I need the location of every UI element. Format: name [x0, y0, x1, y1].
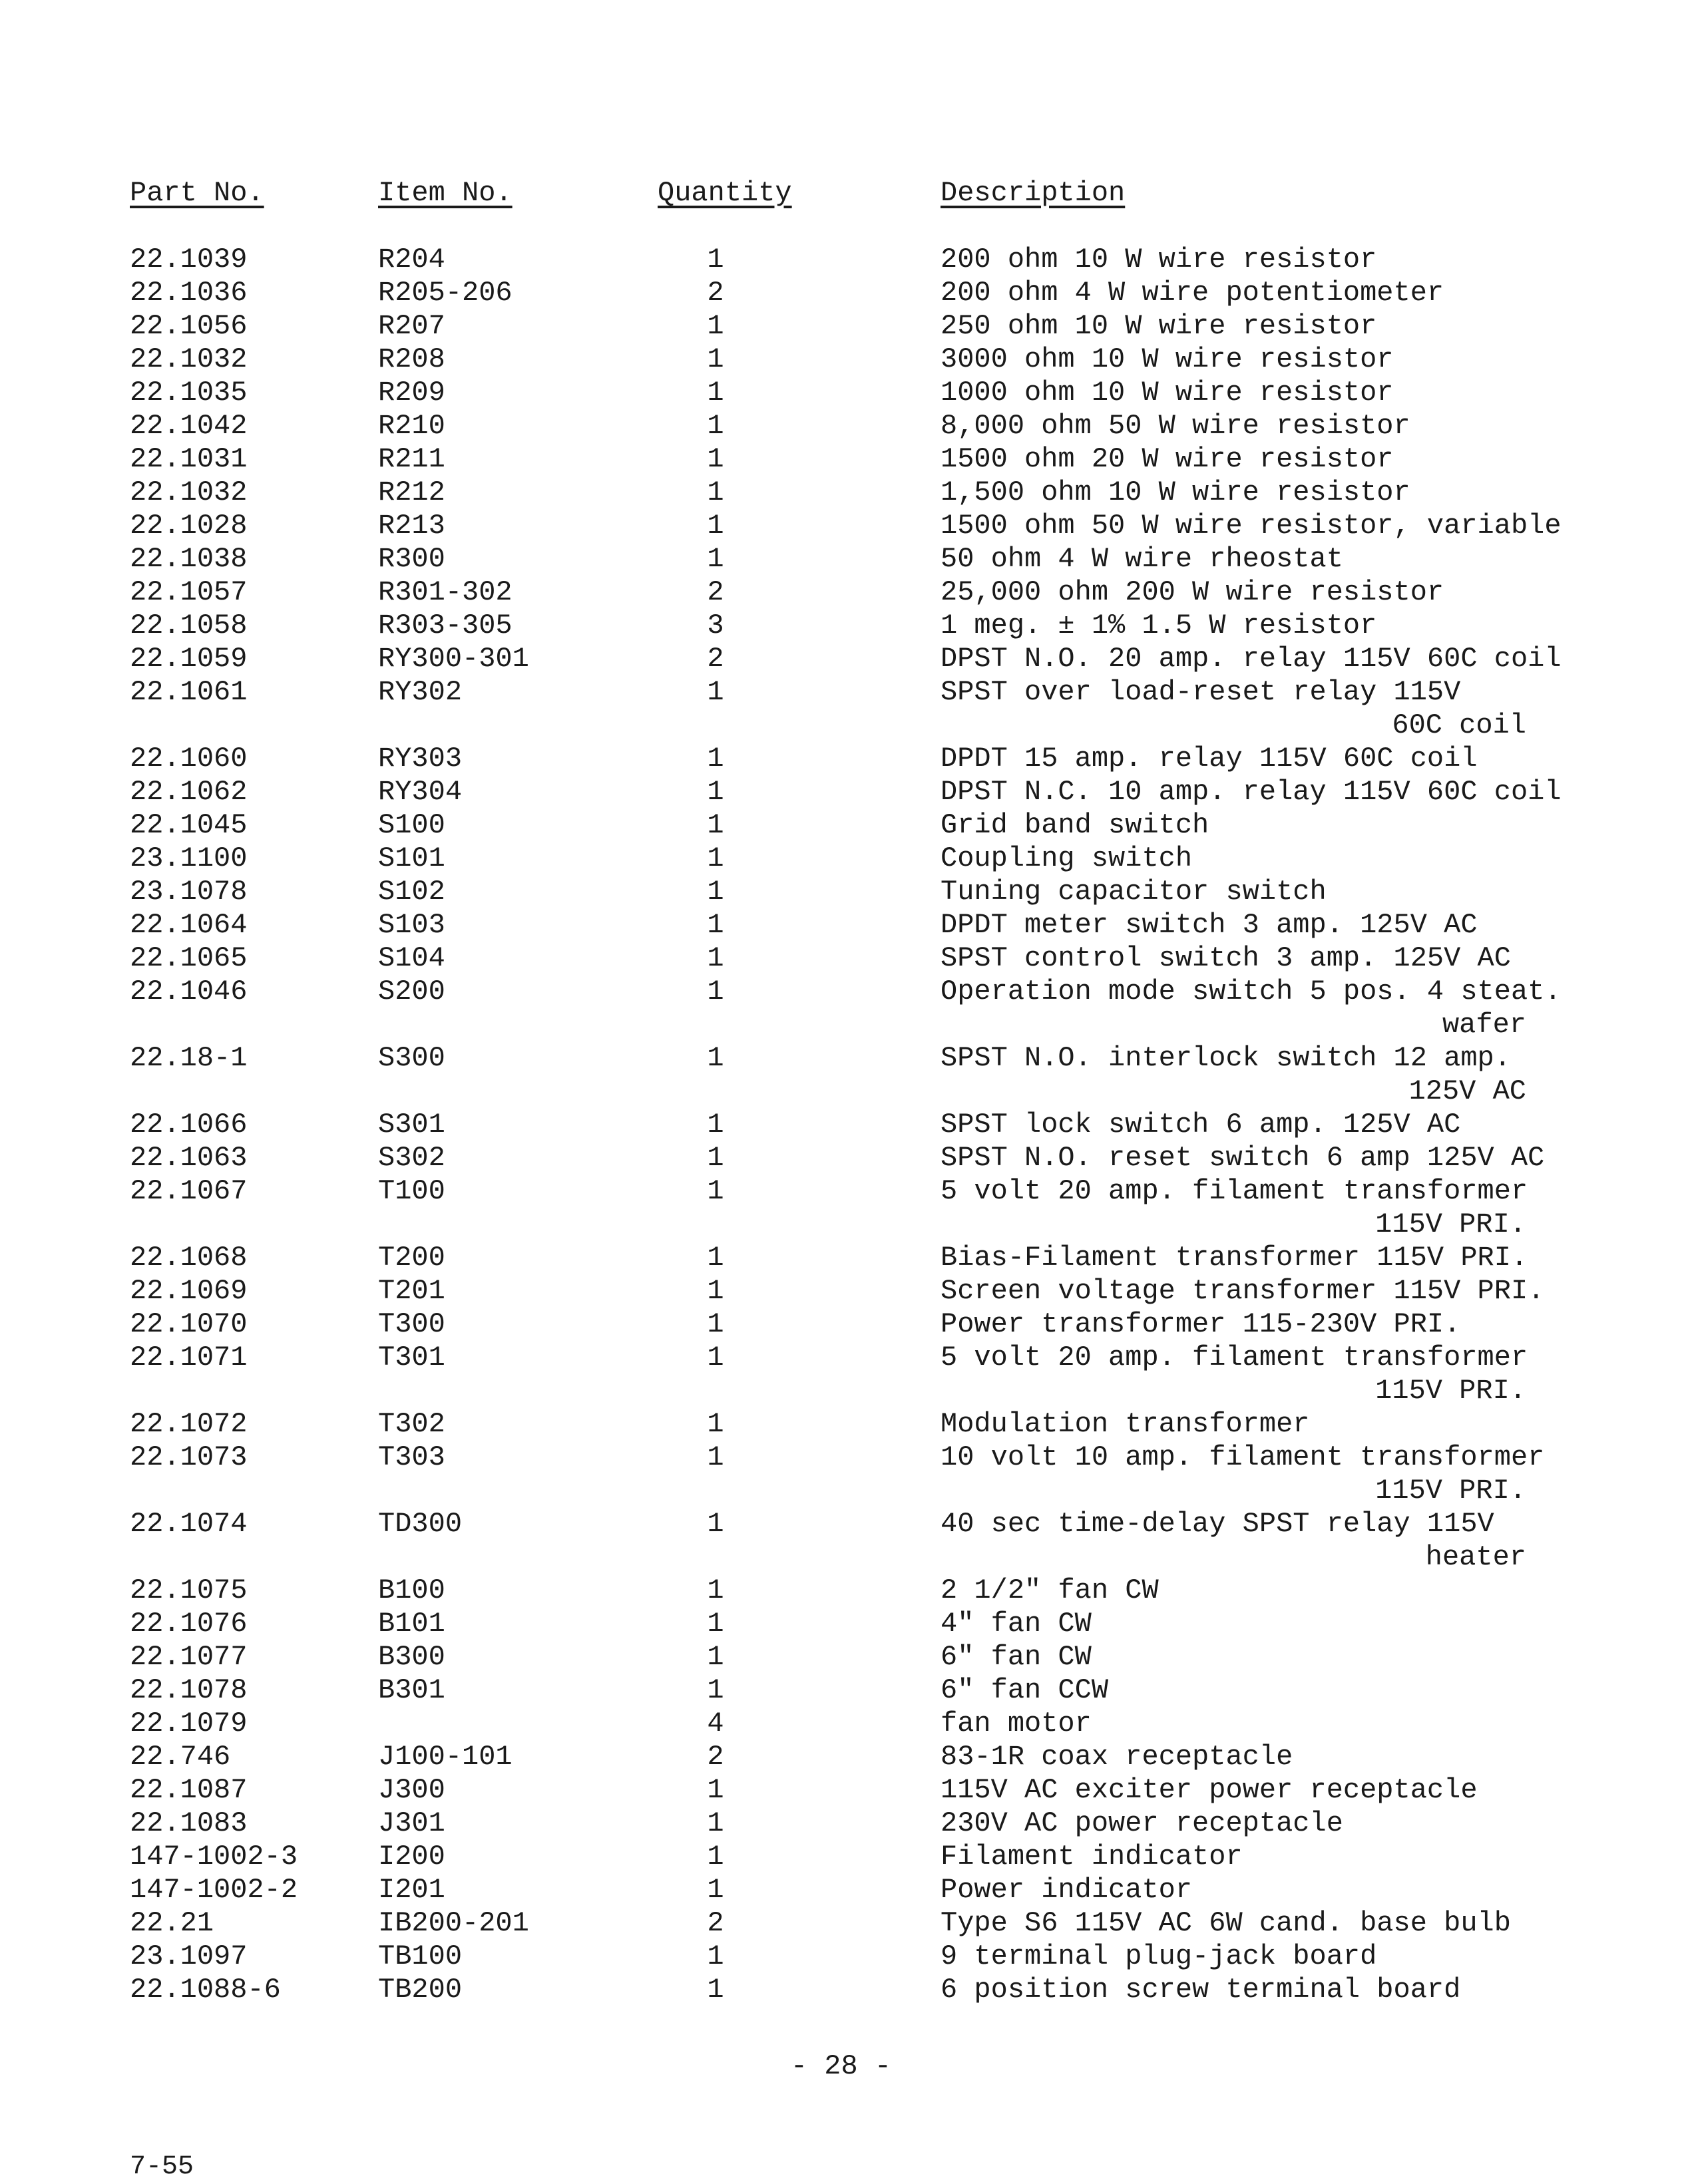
description-continuation: wafer: [1442, 1009, 1526, 1041]
quantity: 1: [707, 1142, 724, 1174]
quantity: 1: [707, 743, 724, 775]
description-text: 10 volt 10 amp. filament transformer: [941, 1441, 1545, 1473]
item-number: T301: [378, 1342, 445, 1373]
description: [941, 443, 1394, 476]
description-text: Bias-Filament transformer 115V PRI.: [941, 1242, 1528, 1274]
description-text: 8,000 ohm 50 W wire resistor: [941, 410, 1410, 442]
table-row: [0, 775, 1682, 809]
quantity: 1: [707, 942, 724, 974]
part-number: 22.1057: [130, 576, 248, 608]
description: [941, 276, 1444, 309]
description-text: DPST N.O. 20 amp. relay 115V 60C coil: [941, 643, 1562, 675]
table-row: [0, 1274, 1682, 1308]
quantity: 1: [707, 377, 724, 409]
part-number: 22.1064: [130, 909, 248, 941]
description-continuation: 125V AC: [1408, 1075, 1526, 1107]
part-number: 22.1068: [130, 1242, 248, 1274]
quantity: 1: [707, 1874, 724, 1906]
part-number: 22.1073: [130, 1441, 248, 1473]
quantity: 1: [707, 1508, 724, 1540]
quantity: 1: [707, 1342, 724, 1373]
description-text: Coupling switch: [941, 842, 1193, 874]
parts-table: [0, 243, 1682, 2006]
header-quantity: Quantity: [658, 177, 792, 209]
item-number: B301: [378, 1674, 445, 1706]
description-text: Tuning capacitor switch: [941, 876, 1327, 908]
quantity: 1: [707, 842, 724, 874]
description-text: 1,500 ohm 10 W wire resistor: [941, 476, 1410, 508]
part-number: 22.1035: [130, 377, 248, 409]
description-text: Screen voltage transformer 115V PRI.: [941, 1275, 1545, 1307]
item-number: J300: [378, 1774, 445, 1806]
description: [941, 1407, 1310, 1441]
quantity: 1: [707, 776, 724, 808]
description: [941, 343, 1394, 376]
description-text: 4" fan CW: [941, 1608, 1092, 1640]
table-row: [0, 1740, 1682, 1773]
quantity: 1: [707, 1974, 724, 2006]
description-text: SPST N.O. reset switch 6 amp 125V AC: [941, 1142, 1545, 1174]
quantity: 1: [707, 244, 724, 275]
quantity: 1: [707, 676, 724, 708]
description: [941, 1940, 1376, 1973]
item-number: S301: [378, 1109, 445, 1141]
part-number: 22.1087: [130, 1774, 248, 1806]
part-number: 22.1079: [130, 1708, 248, 1739]
page-number: - 28 -: [790, 2050, 892, 2082]
item-number: B300: [378, 1641, 445, 1673]
table-row: [0, 908, 1682, 942]
part-number: 22.1067: [130, 1175, 248, 1207]
description-text: 115V AC exciter power receptacle: [941, 1774, 1478, 1806]
description: [941, 1674, 1108, 1707]
description-text: 9 terminal plug-jack board: [941, 1940, 1377, 1972]
description: [941, 376, 1394, 409]
description-text: 6 position screw terminal board: [941, 1974, 1461, 2006]
table-row: [0, 1341, 1682, 1407]
item-number: R208: [378, 343, 445, 375]
description-text: 40 sec time-delay SPST relay 115V: [941, 1508, 1494, 1540]
description-text: 6" fan CCW: [941, 1674, 1109, 1706]
item-number: J100-101: [378, 1741, 513, 1773]
quantity: 2: [707, 576, 724, 608]
description: [941, 609, 1376, 642]
item-number: R209: [378, 377, 445, 409]
table-row: [0, 409, 1682, 443]
item-number: T302: [378, 1408, 445, 1440]
table-row: [0, 1175, 1682, 1241]
description-text: Type S6 115V AC 6W cand. base bulb: [941, 1907, 1511, 1939]
table-row: [0, 1973, 1682, 2006]
part-number: 22.21: [130, 1907, 214, 1939]
header-part-no: Part No.: [130, 177, 264, 209]
description-continuation: 115V PRI.: [1375, 1208, 1526, 1240]
table-row: [0, 1840, 1682, 1873]
table-row: [0, 276, 1682, 309]
table-row: [0, 1607, 1682, 1640]
table-row: [0, 1674, 1682, 1707]
quantity: 2: [707, 643, 724, 675]
description-text: 5 volt 20 amp. filament transformer: [941, 1342, 1528, 1373]
item-number: RY300-301: [378, 643, 529, 675]
table-row: [0, 809, 1682, 842]
item-number: R213: [378, 510, 445, 542]
description: [941, 775, 1562, 809]
header-description: Description: [941, 177, 1126, 209]
description-text: 250 ohm 10 W wire resistor: [941, 310, 1377, 342]
part-number: 22.1063: [130, 1142, 248, 1174]
table-row: [0, 1308, 1682, 1341]
quantity: 1: [707, 310, 724, 342]
part-number: 23.1100: [130, 842, 248, 874]
description: [941, 1574, 1159, 1607]
part-number: 22.1061: [130, 676, 248, 708]
quantity: 2: [707, 277, 724, 309]
item-number: T300: [378, 1308, 445, 1340]
table-row: [0, 443, 1682, 476]
item-number: S102: [378, 876, 445, 908]
item-number: T201: [378, 1275, 445, 1307]
description-text: DPST N.C. 10 amp. relay 115V 60C coil: [941, 776, 1562, 808]
item-number: B100: [378, 1574, 445, 1606]
table-row: [0, 1241, 1682, 1274]
part-number: 22.1045: [130, 809, 248, 841]
part-number: 22.1056: [130, 310, 248, 342]
item-number: S100: [378, 809, 445, 841]
description-continuation: 115V PRI.: [1375, 1375, 1526, 1407]
item-number: I200: [378, 1841, 445, 1873]
description: [941, 1740, 1293, 1773]
part-number: 22.1076: [130, 1608, 248, 1640]
description-text: 200 ohm 10 W wire resistor: [941, 244, 1377, 275]
part-number: 22.1065: [130, 942, 248, 974]
quantity: 1: [707, 909, 724, 941]
quantity: 1: [707, 1109, 724, 1141]
description-text: 3000 ohm 10 W wire resistor: [941, 343, 1394, 375]
description: [941, 542, 1343, 576]
quantity: 1: [707, 809, 724, 841]
quantity: 2: [707, 1741, 724, 1773]
part-number: 22.18-1: [130, 1042, 248, 1074]
description: [941, 1840, 1243, 1873]
quantity: 1: [707, 1641, 724, 1673]
description-text: SPST control switch 3 amp. 125V AC: [941, 942, 1511, 974]
table-row: [0, 942, 1682, 975]
table-row: [0, 576, 1682, 609]
quantity: 1: [707, 1175, 724, 1207]
item-number: T100: [378, 1175, 445, 1207]
header-item-no: Item No.: [378, 177, 513, 209]
quantity: 1: [707, 1308, 724, 1340]
description: [941, 875, 1327, 908]
part-number: 22.1042: [130, 410, 248, 442]
description-text: 83-1R coax receptacle: [941, 1741, 1293, 1773]
table-row: [0, 343, 1682, 376]
item-number: J301: [378, 1807, 445, 1839]
description: [941, 1973, 1460, 2006]
description-continuation: 60C coil: [1392, 709, 1526, 741]
description: [941, 742, 1478, 775]
table-row: [0, 1907, 1682, 1940]
item-number: R211: [378, 443, 445, 475]
table-row: [0, 1141, 1682, 1175]
description-text: DPDT 15 amp. relay 115V 60C coil: [941, 743, 1478, 775]
quantity: 1: [707, 1774, 724, 1806]
table-row: [0, 309, 1682, 343]
description: [941, 975, 1562, 1041]
table-row: [0, 476, 1682, 509]
description: [941, 1707, 1092, 1740]
part-number: 22.1058: [130, 610, 248, 641]
description-text: Grid band switch: [941, 809, 1209, 841]
part-number: 22.1075: [130, 1574, 248, 1606]
part-number: 22.1088-6: [130, 1974, 281, 2006]
part-number: 22.1072: [130, 1408, 248, 1440]
table-row: [0, 609, 1682, 642]
table-row: [0, 1640, 1682, 1674]
description-text: 1500 ohm 20 W wire resistor: [941, 443, 1394, 475]
item-number: RY302: [378, 676, 463, 708]
table-row: [0, 1441, 1682, 1507]
quantity: 4: [707, 1708, 724, 1739]
table-row: [0, 642, 1682, 675]
description-text: 200 ohm 4 W wire potentiometer: [941, 277, 1444, 309]
description: [941, 1773, 1478, 1807]
description: [941, 509, 1562, 542]
description: [941, 675, 1526, 742]
part-number: 22.1062: [130, 776, 248, 808]
part-number: 22.1078: [130, 1674, 248, 1706]
description: [941, 642, 1562, 675]
item-number: TB100: [378, 1940, 463, 1972]
description: [941, 809, 1209, 842]
description-text: Operation mode switch 5 pos. 4 steat.: [941, 976, 1562, 1007]
description-text: 1000 ohm 10 W wire resistor: [941, 377, 1394, 409]
description-text: 5 volt 20 amp. filament transformer: [941, 1175, 1528, 1207]
description-text: SPST lock switch 6 amp. 125V AC: [941, 1109, 1461, 1141]
quantity: 1: [707, 1940, 724, 1972]
part-number: 22.1028: [130, 510, 248, 542]
table-row: [0, 376, 1682, 409]
description: [941, 1241, 1528, 1274]
table-row: [0, 1507, 1682, 1574]
description: [941, 1441, 1544, 1507]
description-text: Modulation transformer: [941, 1408, 1310, 1440]
description: [941, 1308, 1460, 1341]
description: [941, 476, 1410, 509]
part-number: 22.1031: [130, 443, 248, 475]
description-text: Filament indicator: [941, 1841, 1243, 1873]
table-row: [0, 1707, 1682, 1740]
quantity: 1: [707, 1242, 724, 1274]
table-row: [0, 1407, 1682, 1441]
part-number: 22.1083: [130, 1807, 248, 1839]
description-text: SPST over load-reset relay 115V: [941, 676, 1461, 708]
quantity: 1: [707, 876, 724, 908]
table-row: [0, 1940, 1682, 1973]
table-row: [0, 542, 1682, 576]
table-header: [0, 174, 1682, 214]
description-text: 50 ohm 4 W wire rheostat: [941, 543, 1343, 575]
description: [941, 1807, 1343, 1840]
quantity: 1: [707, 1042, 724, 1074]
item-number: S104: [378, 942, 445, 974]
item-number: R205-206: [378, 277, 513, 309]
table-row: [0, 243, 1682, 276]
description: [941, 576, 1444, 609]
part-number: 22.1032: [130, 476, 248, 508]
table-row: [0, 875, 1682, 908]
part-number: 23.1078: [130, 876, 248, 908]
description: [941, 309, 1376, 343]
description-continuation: heater: [1425, 1541, 1526, 1573]
item-number: I201: [378, 1874, 445, 1906]
date-code: 7-55: [130, 2152, 194, 2182]
part-number: 22.1036: [130, 277, 248, 309]
item-number: T200: [378, 1242, 445, 1274]
table-row: [0, 1041, 1682, 1108]
description: [941, 1873, 1192, 1907]
part-number: 22.1071: [130, 1342, 248, 1373]
part-number: 22.1077: [130, 1641, 248, 1673]
table-row: [0, 1108, 1682, 1141]
description: [941, 1041, 1526, 1108]
part-number: 23.1097: [130, 1940, 248, 1972]
part-number: 22.1074: [130, 1508, 248, 1540]
item-number: RY304: [378, 776, 463, 808]
description: [941, 1274, 1544, 1308]
description-text: Power indicator: [941, 1874, 1193, 1906]
item-number: T303: [378, 1441, 445, 1473]
item-number: RY303: [378, 743, 463, 775]
quantity: 1: [707, 343, 724, 375]
quantity: 1: [707, 1841, 724, 1873]
item-number: S101: [378, 842, 445, 874]
item-number: S300: [378, 1042, 445, 1074]
quantity: 1: [707, 1441, 724, 1473]
description: [941, 1507, 1526, 1574]
item-number: S103: [378, 909, 445, 941]
description: [941, 1175, 1528, 1241]
part-number: 22.746: [130, 1741, 231, 1773]
item-number: R210: [378, 410, 445, 442]
item-number: R212: [378, 476, 445, 508]
quantity: 1: [707, 1608, 724, 1640]
quantity: 1: [707, 476, 724, 508]
item-number: IB200-201: [378, 1907, 529, 1939]
description: [941, 1907, 1511, 1940]
description-text: 6" fan CW: [941, 1641, 1092, 1673]
description-text: DPDT meter switch 3 amp. 125V AC: [941, 909, 1478, 941]
item-number: TB200: [378, 1974, 463, 2006]
description-text: fan motor: [941, 1708, 1092, 1739]
description-text: 1 meg. ± 1% 1.5 W resistor: [941, 610, 1377, 641]
part-number: 22.1069: [130, 1275, 248, 1307]
quantity: 1: [707, 443, 724, 475]
quantity: 3: [707, 610, 724, 641]
part-number: 22.1038: [130, 543, 248, 575]
description-text: 1500 ohm 50 W wire resistor, variable: [941, 510, 1562, 542]
table-row: [0, 975, 1682, 1041]
description-text: Power transformer 115-230V PRI.: [941, 1308, 1461, 1340]
description-text: 230V AC power receptacle: [941, 1807, 1343, 1839]
description: [941, 1341, 1528, 1407]
quantity: 2: [707, 1907, 724, 1939]
description-text: 25,000 ohm 200 W wire resistor: [941, 576, 1444, 608]
description-continuation: 115V PRI.: [1375, 1475, 1526, 1507]
quantity: 1: [707, 1574, 724, 1606]
item-number: R303-305: [378, 610, 513, 641]
description-text: 2 1/2" fan CW: [941, 1574, 1159, 1606]
part-number: 22.1032: [130, 343, 248, 375]
item-number: S200: [378, 976, 445, 1007]
item-number: TD300: [378, 1508, 463, 1540]
description: [941, 1640, 1092, 1674]
table-row: [0, 1873, 1682, 1907]
quantity: 1: [707, 510, 724, 542]
table-row: [0, 1574, 1682, 1607]
table-row: [0, 1807, 1682, 1840]
table-row: [0, 842, 1682, 875]
part-number: 147-1002-2: [130, 1874, 298, 1906]
item-number: R204: [378, 244, 445, 275]
item-number: R301-302: [378, 576, 513, 608]
table-row: [0, 1773, 1682, 1807]
quantity: 1: [707, 1807, 724, 1839]
quantity: 1: [707, 976, 724, 1007]
part-number: 22.1059: [130, 643, 248, 675]
description: [941, 942, 1511, 975]
quantity: 1: [707, 1408, 724, 1440]
description: [941, 243, 1376, 276]
item-number: R300: [378, 543, 445, 575]
part-number: 22.1066: [130, 1109, 248, 1141]
part-number: 22.1039: [130, 244, 248, 275]
quantity: 1: [707, 410, 724, 442]
description-text: SPST N.O. interlock switch 12 amp.: [941, 1042, 1511, 1074]
part-number: 22.1046: [130, 976, 248, 1007]
description: [941, 1108, 1460, 1141]
table-row: [0, 509, 1682, 542]
description: [941, 842, 1192, 875]
part-number: 22.1060: [130, 743, 248, 775]
quantity: 1: [707, 543, 724, 575]
description: [941, 908, 1478, 942]
quantity: 1: [707, 1275, 724, 1307]
description: [941, 1607, 1092, 1640]
item-number: R207: [378, 310, 445, 342]
item-number: S302: [378, 1142, 445, 1174]
part-number: 22.1070: [130, 1308, 248, 1340]
description: [941, 1141, 1544, 1175]
description: [941, 409, 1410, 443]
table-row: [0, 742, 1682, 775]
item-number: B101: [378, 1608, 445, 1640]
quantity: 1: [707, 1674, 724, 1706]
table-row: [0, 675, 1682, 742]
part-number: 147-1002-3: [130, 1841, 298, 1873]
